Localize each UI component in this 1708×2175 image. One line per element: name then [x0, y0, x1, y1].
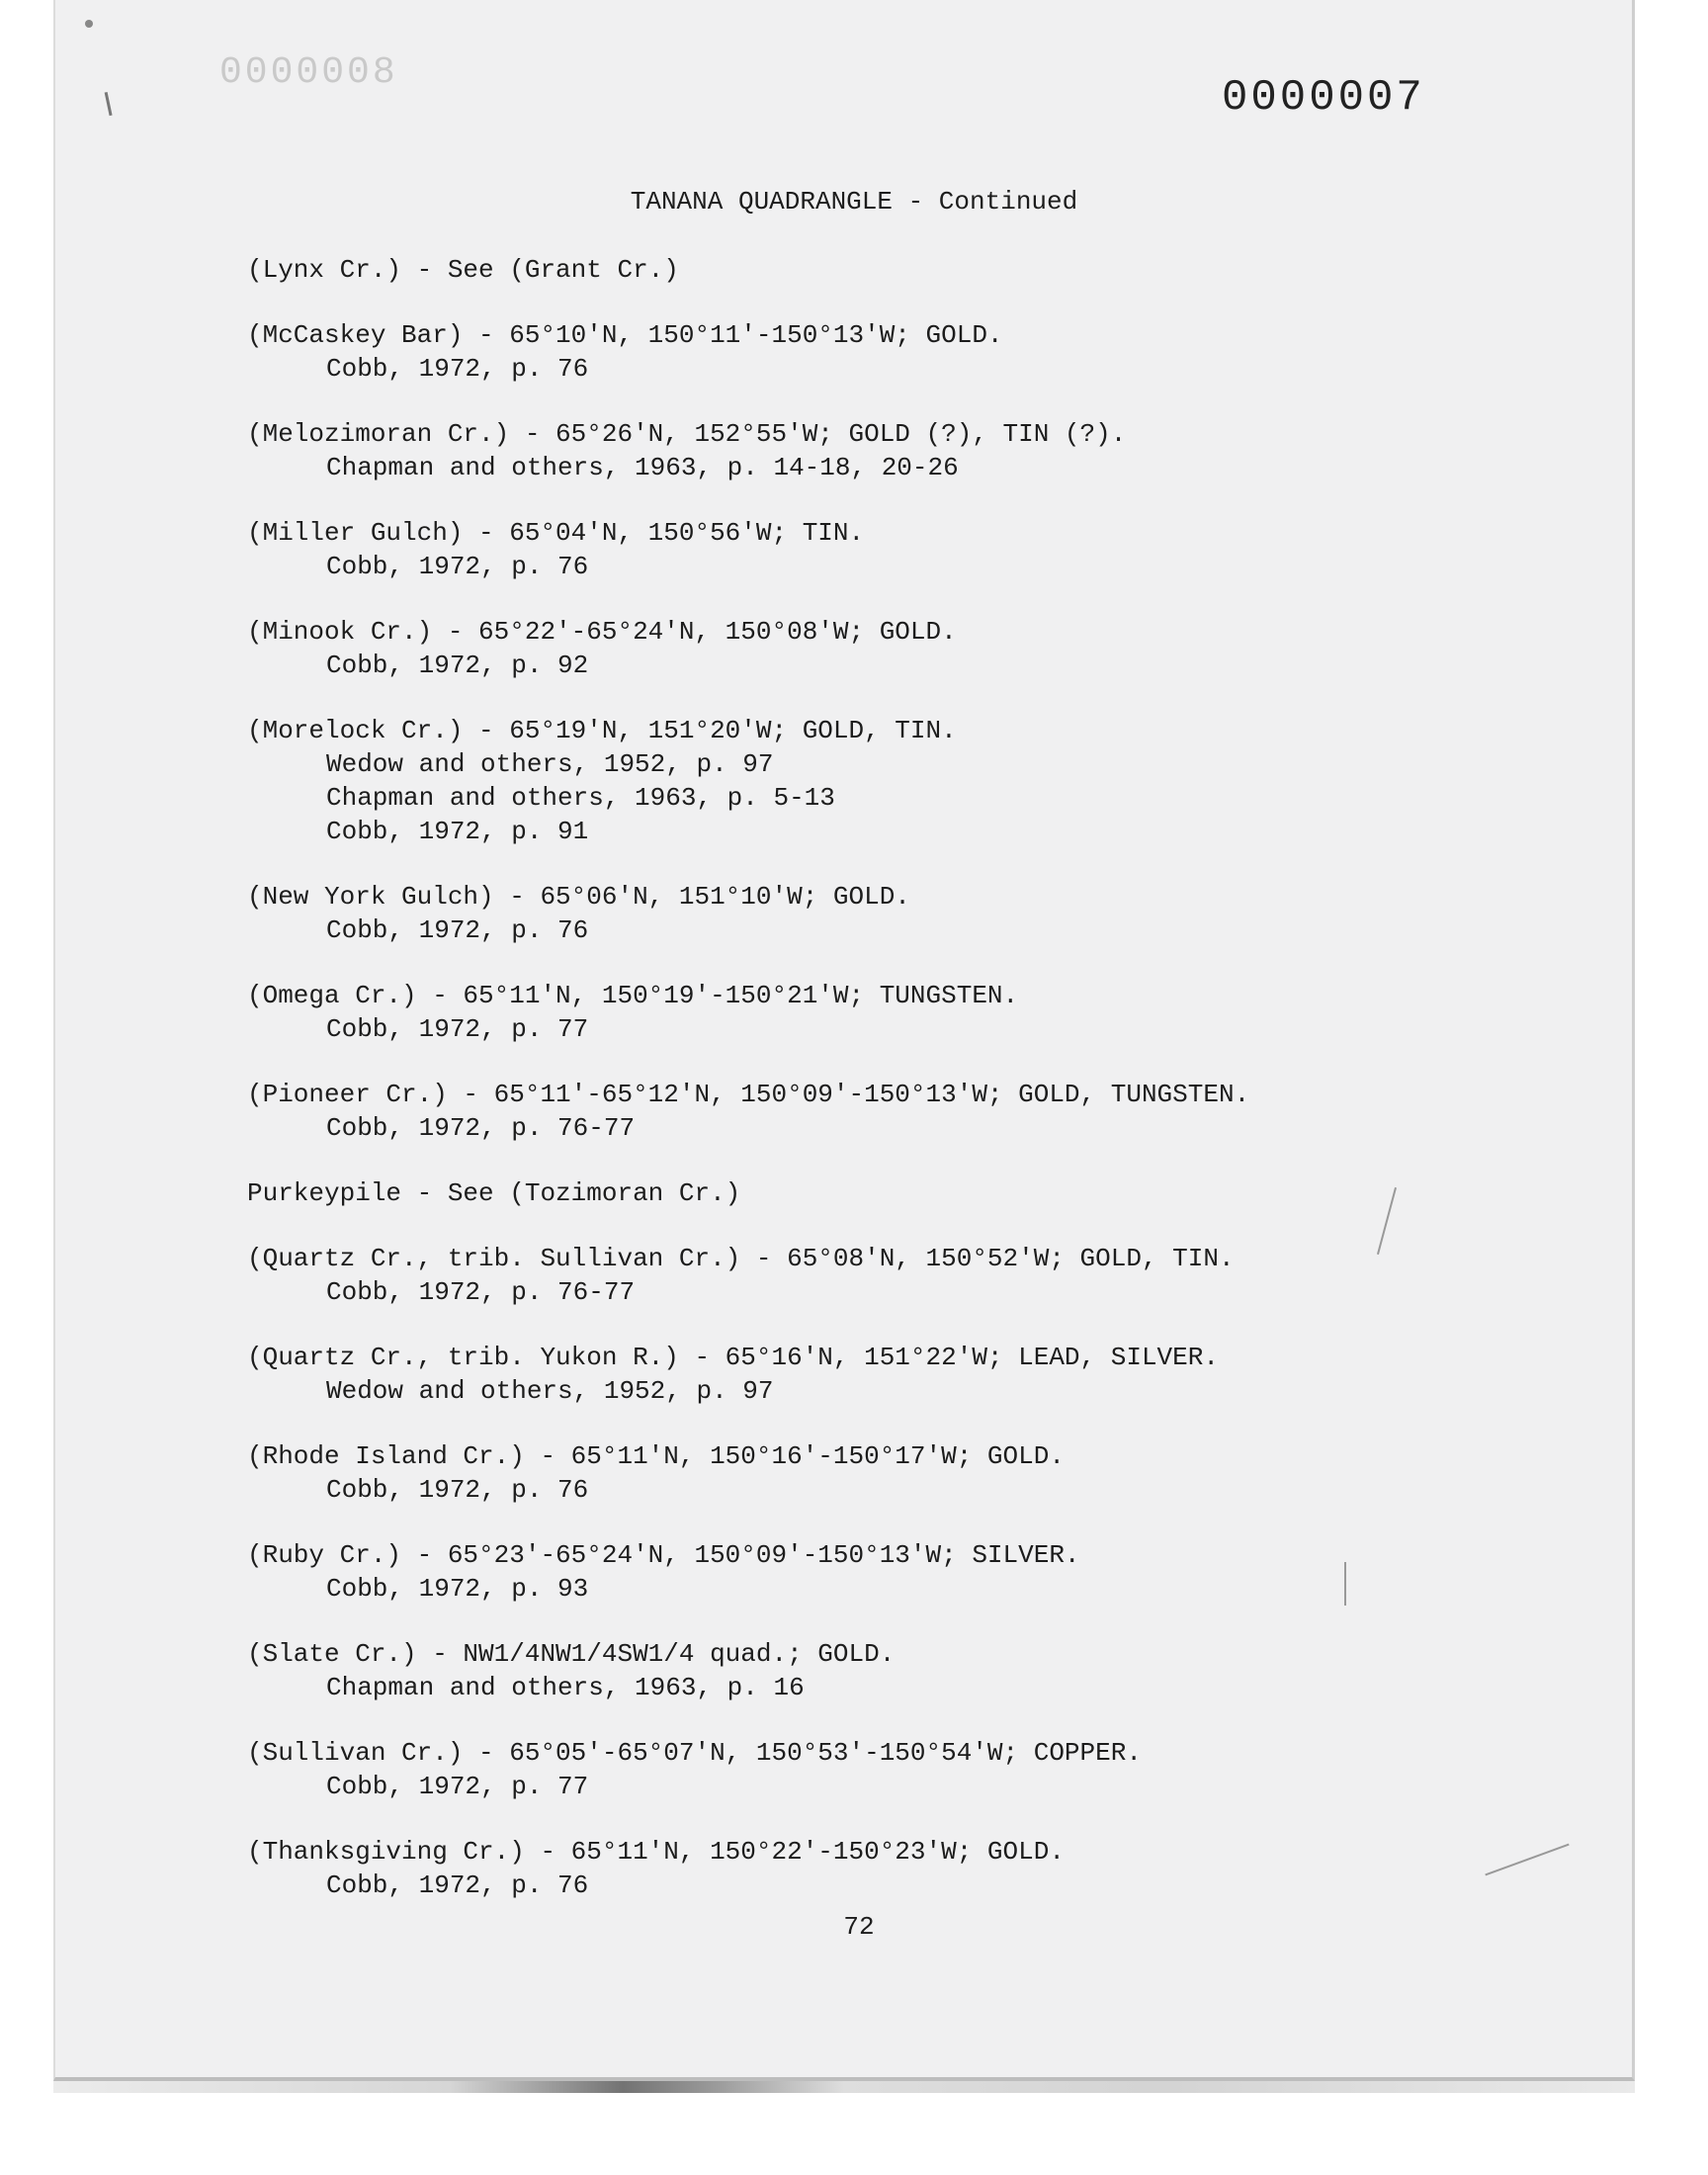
reference-line: Cobb, 1972, p. 76-77 [326, 1113, 636, 1143]
document-number: 0000007 [1222, 73, 1425, 123]
reference-line: Cobb, 1972, p. 92 [326, 651, 589, 680]
reference-line: Cobb, 1972, p. 77 [326, 1014, 589, 1044]
locality-entry [247, 318, 1413, 386]
locality-entry [247, 979, 1413, 1046]
reference-line: Cobb, 1972, p. 76 [326, 552, 589, 581]
locality-entry [247, 417, 1413, 484]
locality-entry [247, 1242, 1413, 1309]
locality-line: Purkeypile - See (Tozimoran Cr.) [247, 1178, 741, 1208]
locality-line: (New York Gulch) - 65°06'N, 151°10'W; GOLD. [247, 882, 910, 912]
locality-entry [247, 1637, 1413, 1704]
reference-line: Chapman and others, 1963, p. 5-13 [326, 783, 835, 813]
locality-entry [247, 253, 1413, 287]
locality-entry [247, 714, 1413, 848]
locality-line: (Quartz Cr., trib. Sullivan Cr.) - 65°08'N, 150°52'W; GOLD, TIN. [247, 1244, 1235, 1273]
entry-list [247, 253, 1413, 1934]
reference-line: Cobb, 1972, p. 76 [326, 1870, 589, 1900]
locality-entry [247, 1835, 1413, 1902]
reference-line: Cobb, 1972, p. 93 [326, 1574, 589, 1604]
reference-line: Cobb, 1972, p. 76 [326, 915, 589, 945]
locality-entry [247, 516, 1413, 583]
reference-line: Wedow and others, 1952, p. 97 [326, 1376, 774, 1406]
locality-line: (Ruby Cr.) - 65°23'-65°24'N, 150°09'-150°13'W; SILVER. [247, 1540, 1080, 1570]
reference-line: Chapman and others, 1963, p. 14-18, 20-26 [326, 453, 959, 482]
locality-line: (Sullivan Cr.) - 65°05'-65°07'N, 150°53'-150°54'W; COPPER. [247, 1738, 1142, 1768]
reference-line: Wedow and others, 1952, p. 97 [326, 749, 774, 779]
scan-speck [85, 20, 93, 28]
locality-line: (Quartz Cr., trib. Yukon R.) - 65°16'N, 151°22'W; LEAD, SILVER. [247, 1343, 1219, 1372]
locality-line: (Slate Cr.) - NW1/4NW1/4SW1/4 quad.; GOLD. [247, 1639, 896, 1669]
reference-line: Cobb, 1972, p. 77 [326, 1772, 589, 1801]
bleed-through-number: 0000008 [219, 51, 398, 94]
locality-line: (Thanksgiving Cr.) - 65°11'N, 150°22'-150°23'W; GOLD. [247, 1837, 1065, 1867]
locality-entry [247, 615, 1413, 682]
page-title: TANANA QUADRANGLE - Continued [630, 187, 1078, 217]
locality-entry [247, 1341, 1413, 1408]
locality-entry [247, 1439, 1413, 1507]
locality-line: (Miller Gulch) - 65°04'N, 150°56'W; TIN. [247, 518, 865, 548]
locality-entry [247, 880, 1413, 947]
locality-entry [247, 1176, 1413, 1210]
page-number: 72 [843, 1912, 875, 1942]
locality-entry [247, 1078, 1413, 1145]
locality-line: (Morelock Cr.) - 65°19'N, 151°20'W; GOLD, TIN. [247, 716, 957, 745]
locality-line: (Lynx Cr.) - See (Grant Cr.) [247, 255, 679, 285]
locality-line: (Omega Cr.) - 65°11'N, 150°19'-150°21'W; TUNGSTEN. [247, 981, 1019, 1010]
scan-edge-shadow [53, 2081, 1635, 2093]
locality-entry [247, 1538, 1413, 1606]
reference-line: Cobb, 1972, p. 91 [326, 817, 589, 846]
locality-line: (Pioneer Cr.) - 65°11'-65°12'N, 150°09'-150°13'W; GOLD, TUNGSTEN. [247, 1080, 1250, 1109]
locality-line: (Melozimoran Cr.) - 65°26'N, 152°55'W; GOLD (?), TIN (?). [247, 419, 1127, 449]
locality-line: (McCaskey Bar) - 65°10'N, 150°11'-150°13'W; GOLD. [247, 320, 1003, 350]
locality-entry [247, 1736, 1413, 1803]
reference-line: Cobb, 1972, p. 76 [326, 1475, 589, 1505]
locality-line: (Minook Cr.) - 65°22'-65°24'N, 150°08'W; GOLD. [247, 617, 957, 647]
reference-line: Cobb, 1972, p. 76-77 [326, 1277, 636, 1307]
reference-line: Chapman and others, 1963, p. 16 [326, 1673, 805, 1702]
reference-line: Cobb, 1972, p. 76 [326, 354, 589, 384]
locality-line: (Rhode Island Cr.) - 65°11'N, 150°16'-150°17'W; GOLD. [247, 1441, 1065, 1471]
